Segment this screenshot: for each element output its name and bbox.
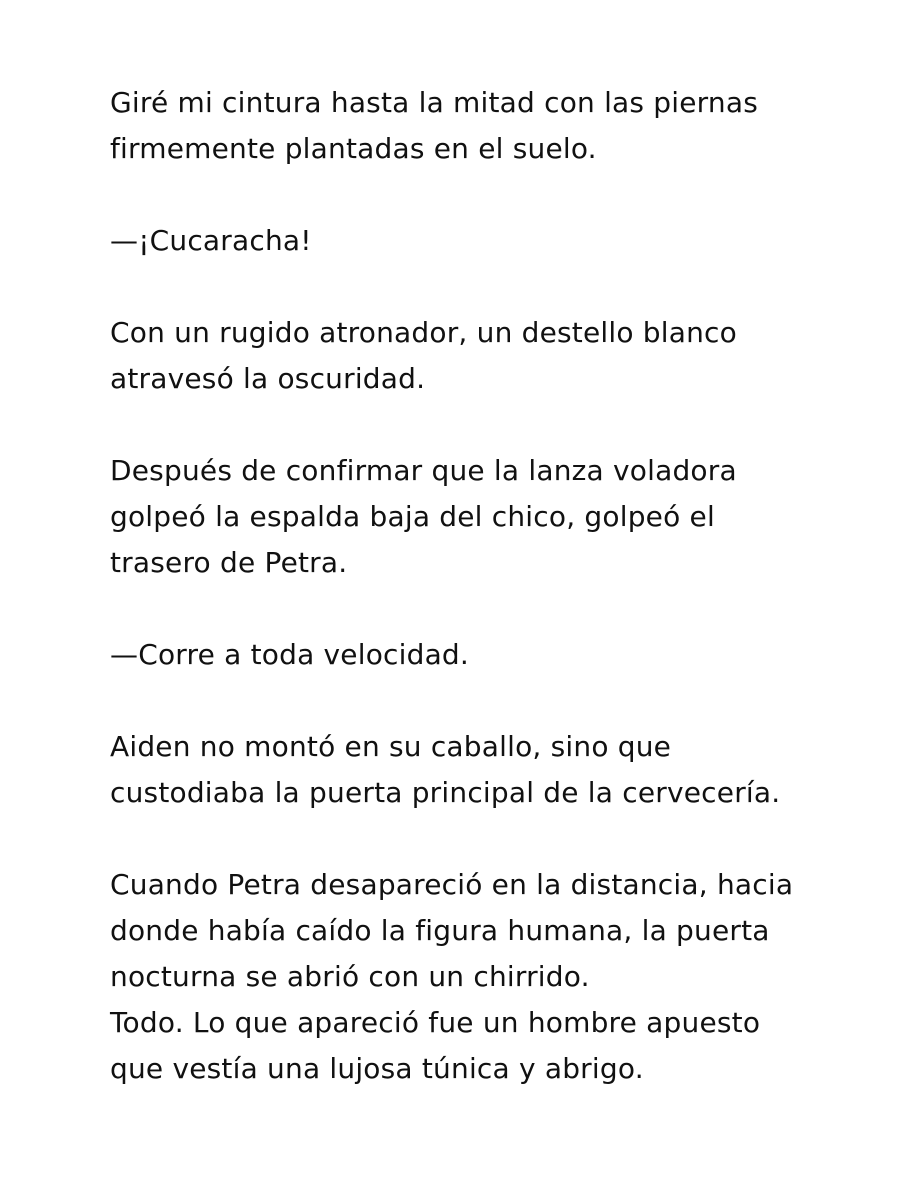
paragraph [110,862,810,1092]
text-line: Giré mi cintura hasta la mitad con las piernas [110,86,758,119]
text-line: atravesó la oscuridad. [110,362,426,395]
text-line: Con un rugido atronador, un destello blanco [110,316,737,349]
dialogue-line: —¡Cucaracha! [110,224,312,257]
paragraph [110,724,810,816]
paragraph [110,448,810,586]
document-page [110,80,810,1092]
text-line: Cuando Petra desapareció en la distancia, hacia [110,868,794,901]
paragraph [110,218,810,264]
dialogue-line: —Corre a toda velocidad. [110,638,470,671]
paragraph [110,310,810,402]
text-line: custodiaba la puerta principal de la cervecería. [110,776,781,809]
text-line: que vestía una lujosa túnica y abrigo. [110,1052,644,1085]
text-line: trasero de Petra. [110,546,348,579]
text-line: golpeó la espalda baja del chico, golpeó el [110,500,715,533]
paragraph [110,632,810,678]
text-line: Después de confirmar que la lanza voladora [110,454,737,487]
paragraph [110,80,810,172]
text-line: firmemente plantadas en el suelo. [110,132,597,165]
text-line: nocturna se abrió con un chirrido. [110,960,590,993]
text-line: donde había caído la figura humana, la puerta [110,914,770,947]
text-line: Aiden no montó en su caballo, sino que [110,730,672,763]
text-line: Todo. Lo que apareció fue un hombre apuesto [110,1006,761,1039]
